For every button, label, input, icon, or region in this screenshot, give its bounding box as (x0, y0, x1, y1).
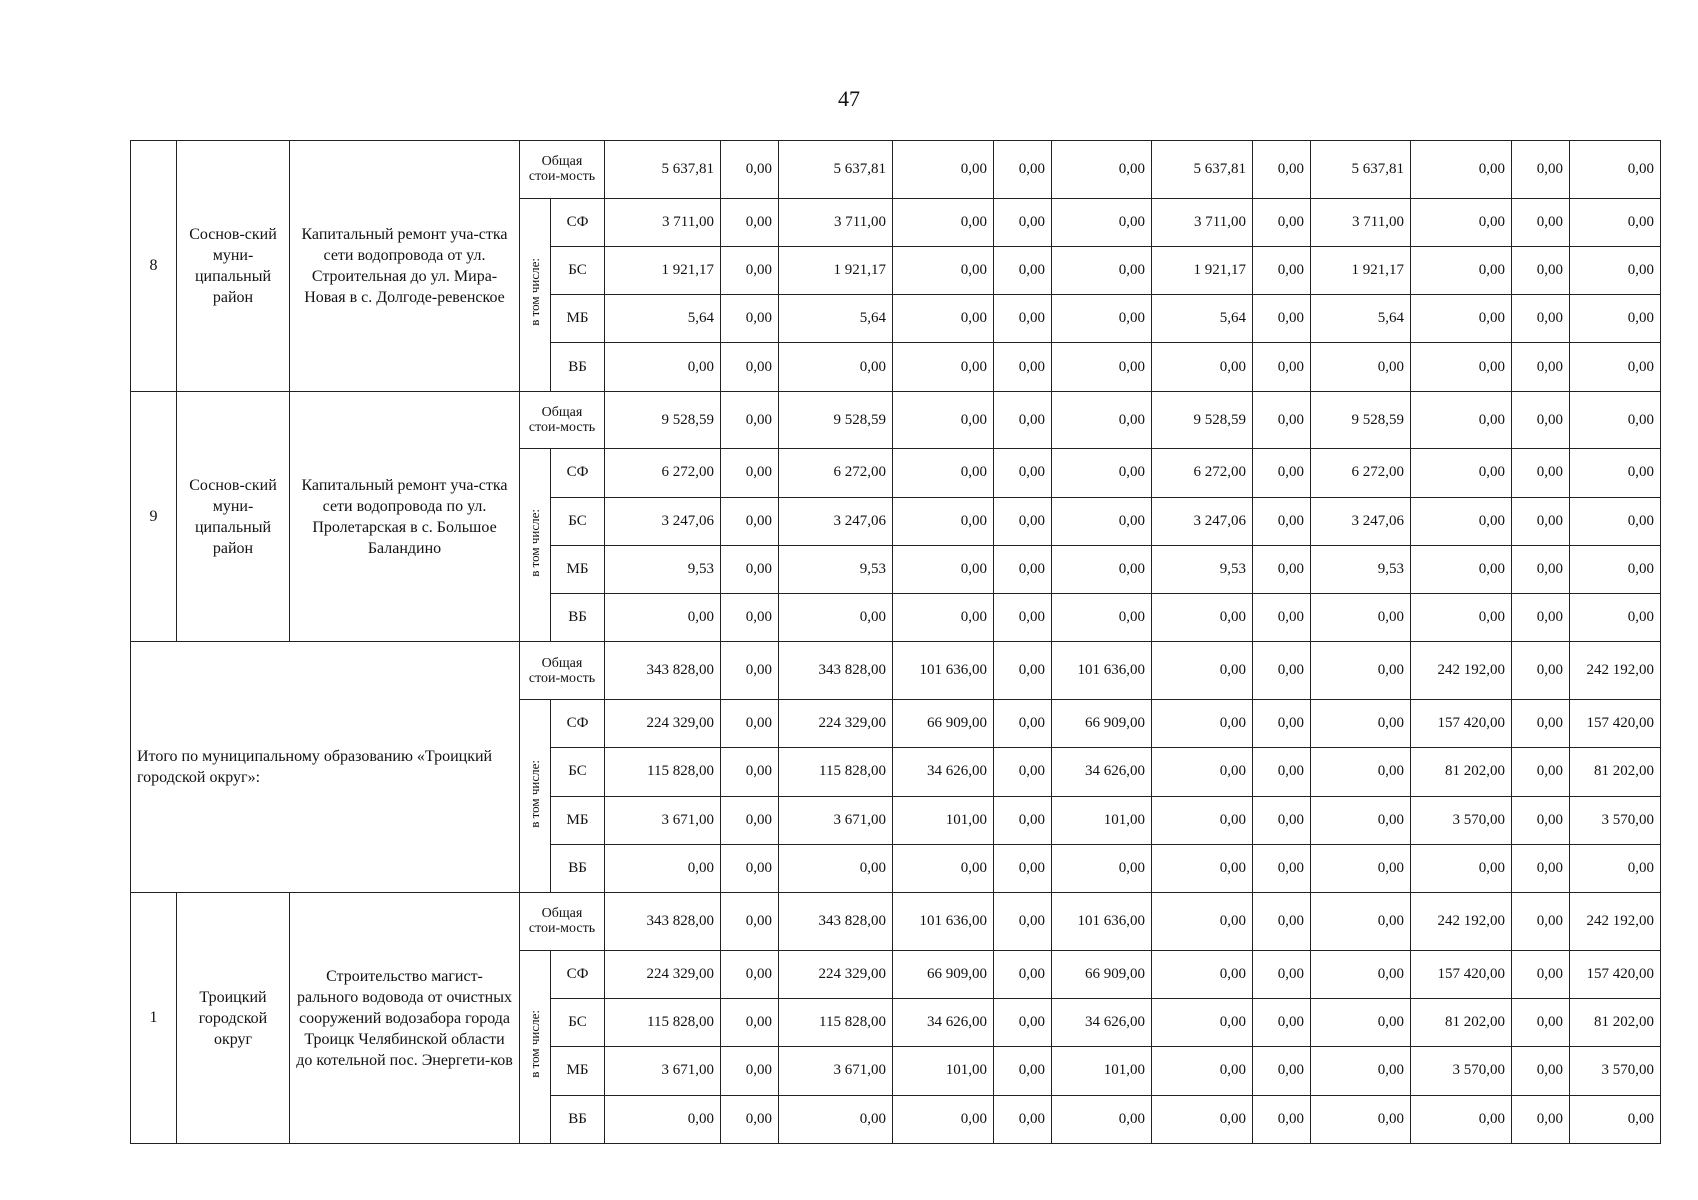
value-cell: 101 636,00 (893, 642, 994, 700)
value-cell: 0,00 (994, 1095, 1052, 1143)
total-cost-row (131, 141, 1661, 199)
value-cell: 9,53 (1152, 545, 1253, 593)
value-cell: 0,00 (1052, 545, 1152, 593)
value-cell: 0,00 (1411, 246, 1512, 294)
value-cell: 0,00 (605, 1095, 721, 1143)
value-cell: 0,00 (1512, 796, 1570, 844)
value-cell: 0,00 (1570, 1095, 1661, 1143)
value-cell: 0,00 (721, 642, 779, 700)
value-cell: 66 909,00 (893, 950, 994, 998)
value-cell: 66 909,00 (893, 700, 994, 748)
page-number: 47 (838, 86, 860, 111)
source-label: БС (551, 246, 605, 294)
value-cell: 0,00 (893, 198, 994, 246)
value-cell: 0,00 (893, 343, 994, 391)
source-label: ВБ (551, 594, 605, 642)
source-label: МБ (551, 1047, 605, 1095)
source-label: МБ (551, 545, 605, 593)
value-cell: 5 637,81 (779, 141, 893, 199)
source-label: СФ (551, 700, 605, 748)
value-cell: 0,00 (1512, 1047, 1570, 1095)
value-cell: 0,00 (721, 449, 779, 497)
value-cell: 0,00 (721, 497, 779, 545)
total-cost-row (131, 893, 1661, 951)
value-cell: 34 626,00 (893, 999, 994, 1047)
value-cell: 0,00 (1152, 1095, 1253, 1143)
source-label: МБ (551, 796, 605, 844)
value-cell: 0,00 (994, 700, 1052, 748)
value-cell: 3 570,00 (1570, 796, 1661, 844)
budget-table (130, 140, 1661, 1144)
value-cell: 3 247,06 (1152, 497, 1253, 545)
value-cell: 0,00 (1512, 844, 1570, 892)
value-cell: 9 528,59 (1311, 391, 1411, 449)
value-cell: 0,00 (1052, 1095, 1152, 1143)
value-cell: 0,00 (721, 999, 779, 1047)
value-cell: 0,00 (1411, 198, 1512, 246)
value-cell: 9,53 (605, 545, 721, 593)
value-cell: 5,64 (1311, 295, 1411, 343)
value-cell: 115 828,00 (605, 999, 721, 1047)
value-cell: 0,00 (721, 343, 779, 391)
in-that-number-label (520, 700, 551, 893)
value-cell: 0,00 (994, 1047, 1052, 1095)
value-cell: 0,00 (1512, 449, 1570, 497)
value-cell: 0,00 (1411, 141, 1512, 199)
value-cell: 0,00 (994, 594, 1052, 642)
value-cell: 81 202,00 (1411, 748, 1512, 796)
value-cell: 0,00 (1253, 198, 1311, 246)
value-cell: 0,00 (1512, 141, 1570, 199)
value-cell: 5,64 (1152, 295, 1253, 343)
value-cell: 0,00 (994, 893, 1052, 951)
value-cell: 343 828,00 (779, 642, 893, 700)
value-cell: 0,00 (994, 796, 1052, 844)
value-cell: 0,00 (893, 594, 994, 642)
value-cell: 0,00 (1311, 796, 1411, 844)
value-cell: 224 329,00 (779, 700, 893, 748)
value-cell: 0,00 (779, 1095, 893, 1143)
value-cell: 343 828,00 (605, 893, 721, 951)
source-label: БС (551, 497, 605, 545)
value-cell: 157 420,00 (1411, 950, 1512, 998)
district-name: Троицкий городской округ (177, 893, 290, 1144)
value-cell: 0,00 (721, 198, 779, 246)
value-cell: 0,00 (1052, 449, 1152, 497)
value-cell: 0,00 (721, 141, 779, 199)
value-cell: 3 570,00 (1570, 1047, 1661, 1095)
value-cell: 0,00 (1253, 295, 1311, 343)
value-cell: 0,00 (1052, 198, 1152, 246)
value-cell: 0,00 (1411, 1095, 1512, 1143)
value-cell: 3 570,00 (1411, 1047, 1512, 1095)
total-cost-label: Общая стои-мость (520, 893, 605, 951)
value-cell: 0,00 (721, 594, 779, 642)
value-cell: 3 711,00 (779, 198, 893, 246)
value-cell: 3 247,06 (1311, 497, 1411, 545)
value-cell: 3 711,00 (605, 198, 721, 246)
value-cell: 0,00 (1152, 950, 1253, 998)
value-cell: 0,00 (893, 545, 994, 593)
value-cell: 0,00 (1253, 497, 1311, 545)
value-cell: 0,00 (994, 950, 1052, 998)
value-cell: 115 828,00 (605, 748, 721, 796)
value-cell: 0,00 (1512, 999, 1570, 1047)
value-cell: 0,00 (1512, 246, 1570, 294)
value-cell: 0,00 (1512, 950, 1570, 998)
value-cell: 0,00 (994, 449, 1052, 497)
in-that-number-text: в том числе: (527, 508, 542, 577)
in-that-number-label (520, 950, 551, 1143)
value-cell: 0,00 (721, 391, 779, 449)
value-cell: 0,00 (1570, 545, 1661, 593)
value-cell: 5 637,81 (1152, 141, 1253, 199)
in-that-number-text: в том числе: (527, 1010, 542, 1079)
value-cell: 3 247,06 (605, 497, 721, 545)
value-cell: 224 329,00 (779, 950, 893, 998)
value-cell: 0,00 (1253, 545, 1311, 593)
value-cell: 3 711,00 (1311, 198, 1411, 246)
district-name: Соснов-ский муни-ципальный район (177, 391, 290, 642)
value-cell: 0,00 (1052, 497, 1152, 545)
value-cell: 0,00 (893, 844, 994, 892)
value-cell: 9,53 (1311, 545, 1411, 593)
value-cell: 5,64 (779, 295, 893, 343)
value-cell: 0,00 (994, 198, 1052, 246)
value-cell: 0,00 (1253, 700, 1311, 748)
value-cell: 343 828,00 (779, 893, 893, 951)
value-cell: 0,00 (721, 1047, 779, 1095)
value-cell: 0,00 (721, 246, 779, 294)
value-cell: 0,00 (1052, 844, 1152, 892)
value-cell: 0,00 (1570, 343, 1661, 391)
value-cell: 0,00 (1253, 748, 1311, 796)
value-cell: 3 671,00 (779, 1047, 893, 1095)
value-cell: 0,00 (1052, 343, 1152, 391)
value-cell: 0,00 (1152, 343, 1253, 391)
value-cell: 115 828,00 (779, 999, 893, 1047)
value-cell: 0,00 (1052, 295, 1152, 343)
value-cell: 0,00 (994, 748, 1052, 796)
value-cell: 0,00 (994, 391, 1052, 449)
value-cell: 0,00 (1253, 950, 1311, 998)
value-cell: 101 636,00 (893, 893, 994, 951)
value-cell: 0,00 (1512, 893, 1570, 951)
value-cell: 81 202,00 (1570, 999, 1661, 1047)
in-that-number-text: в том числе: (527, 759, 542, 828)
value-cell: 0,00 (1512, 545, 1570, 593)
value-cell: 0,00 (1253, 449, 1311, 497)
value-cell: 0,00 (1512, 748, 1570, 796)
source-label: ВБ (551, 1095, 605, 1143)
value-cell: 0,00 (893, 497, 994, 545)
value-cell: 0,00 (1311, 700, 1411, 748)
value-cell: 343 828,00 (605, 642, 721, 700)
value-cell: 0,00 (1311, 1095, 1411, 1143)
value-cell: 0,00 (605, 844, 721, 892)
value-cell: 0,00 (1152, 796, 1253, 844)
value-cell: 0,00 (1570, 844, 1661, 892)
value-cell: 0,00 (893, 449, 994, 497)
value-cell: 0,00 (1512, 295, 1570, 343)
value-cell: 34 626,00 (893, 748, 994, 796)
value-cell: 242 192,00 (1411, 893, 1512, 951)
value-cell: 3 671,00 (605, 1047, 721, 1095)
value-cell: 9,53 (779, 545, 893, 593)
source-label: ВБ (551, 343, 605, 391)
value-cell: 0,00 (994, 497, 1052, 545)
value-cell: 0,00 (1311, 999, 1411, 1047)
value-cell: 0,00 (1253, 893, 1311, 951)
value-cell: 0,00 (1512, 497, 1570, 545)
value-cell: 0,00 (779, 343, 893, 391)
value-cell: 0,00 (605, 343, 721, 391)
source-label: БС (551, 999, 605, 1047)
value-cell: 0,00 (893, 295, 994, 343)
value-cell: 34 626,00 (1052, 999, 1152, 1047)
value-cell: 0,00 (1253, 594, 1311, 642)
value-cell: 0,00 (1052, 141, 1152, 199)
value-cell: 6 272,00 (779, 449, 893, 497)
value-cell: 0,00 (721, 700, 779, 748)
value-cell: 101 636,00 (1052, 642, 1152, 700)
value-cell: 0,00 (1411, 391, 1512, 449)
project-name: Строительство магист-рального водовода от очистных сооружений водозабора города Троицк Челябинской области до котельной пос. Энергети-ков (290, 893, 520, 1144)
value-cell: 0,00 (779, 594, 893, 642)
value-cell: 101,00 (1052, 796, 1152, 844)
value-cell: 0,00 (893, 141, 994, 199)
value-cell: 0,00 (1253, 1047, 1311, 1095)
in-that-number-text: в том числе: (527, 258, 542, 327)
value-cell: 242 192,00 (1570, 642, 1661, 700)
value-cell: 6 272,00 (605, 449, 721, 497)
value-cell: 34 626,00 (1052, 748, 1152, 796)
value-cell: 81 202,00 (1570, 748, 1661, 796)
source-label: ВБ (551, 844, 605, 892)
total-cost-label: Общая стои-мость (520, 141, 605, 199)
row-index: 9 (131, 391, 177, 642)
value-cell: 0,00 (1152, 1047, 1253, 1095)
value-cell: 0,00 (1512, 391, 1570, 449)
value-cell: 0,00 (1411, 295, 1512, 343)
value-cell: 0,00 (1570, 246, 1661, 294)
value-cell: 0,00 (1152, 642, 1253, 700)
value-cell: 9 528,59 (605, 391, 721, 449)
value-cell: 0,00 (1512, 1095, 1570, 1143)
value-cell: 0,00 (1152, 999, 1253, 1047)
value-cell: 0,00 (721, 545, 779, 593)
value-cell: 3 671,00 (779, 796, 893, 844)
value-cell: 0,00 (1411, 343, 1512, 391)
value-cell: 0,00 (721, 295, 779, 343)
value-cell: 242 192,00 (1411, 642, 1512, 700)
value-cell: 66 909,00 (1052, 700, 1152, 748)
value-cell: 1 921,17 (1311, 246, 1411, 294)
value-cell: 0,00 (605, 594, 721, 642)
value-cell: 5 637,81 (1311, 141, 1411, 199)
value-cell: 0,00 (893, 391, 994, 449)
value-cell: 0,00 (1253, 796, 1311, 844)
value-cell: 224 329,00 (605, 950, 721, 998)
value-cell: 0,00 (721, 950, 779, 998)
value-cell: 5 637,81 (605, 141, 721, 199)
value-cell: 0,00 (1570, 497, 1661, 545)
value-cell: 115 828,00 (779, 748, 893, 796)
value-cell: 0,00 (1570, 449, 1661, 497)
value-cell: 0,00 (1570, 198, 1661, 246)
value-cell: 3 671,00 (605, 796, 721, 844)
value-cell: 0,00 (994, 642, 1052, 700)
value-cell: 6 272,00 (1311, 449, 1411, 497)
in-that-number-label (520, 449, 551, 642)
total-cost-row (131, 642, 1661, 700)
value-cell: 0,00 (893, 246, 994, 294)
value-cell: 0,00 (1052, 391, 1152, 449)
value-cell: 224 329,00 (605, 700, 721, 748)
value-cell: 0,00 (1253, 844, 1311, 892)
value-cell: 0,00 (721, 748, 779, 796)
value-cell: 0,00 (1253, 642, 1311, 700)
value-cell: 0,00 (1512, 198, 1570, 246)
value-cell: 0,00 (1052, 594, 1152, 642)
value-cell: 3 711,00 (1152, 198, 1253, 246)
value-cell: 0,00 (1253, 999, 1311, 1047)
value-cell: 0,00 (1512, 594, 1570, 642)
project-name: Капитальный ремонт уча-стка сети водопровода от ул. Строительная до ул. Мира-Новая в с. Долгоде-ревенское (290, 141, 520, 392)
value-cell: 0,00 (994, 999, 1052, 1047)
value-cell: 0,00 (1311, 594, 1411, 642)
value-cell: 0,00 (1512, 642, 1570, 700)
value-cell: 5,64 (605, 295, 721, 343)
value-cell: 0,00 (1512, 343, 1570, 391)
value-cell: 0,00 (1152, 700, 1253, 748)
value-cell: 0,00 (994, 141, 1052, 199)
value-cell: 1 921,17 (1152, 246, 1253, 294)
value-cell: 0,00 (1311, 950, 1411, 998)
value-cell: 0,00 (1512, 700, 1570, 748)
value-cell: 0,00 (1311, 844, 1411, 892)
value-cell: 157 420,00 (1570, 700, 1661, 748)
value-cell: 101,00 (893, 1047, 994, 1095)
value-cell: 0,00 (721, 893, 779, 951)
project-name: Капитальный ремонт уча-стка сети водопровода по ул. Пролетарская в с. Большое Баландино (290, 391, 520, 642)
value-cell: 1 921,17 (779, 246, 893, 294)
value-cell: 0,00 (721, 1095, 779, 1143)
value-cell: 0,00 (1311, 343, 1411, 391)
value-cell: 0,00 (1052, 246, 1152, 294)
value-cell: 0,00 (1570, 594, 1661, 642)
value-cell: 3 247,06 (779, 497, 893, 545)
value-cell: 0,00 (1411, 497, 1512, 545)
total-cost-label: Общая стои-мость (520, 391, 605, 449)
value-cell: 0,00 (1253, 246, 1311, 294)
value-cell: 0,00 (721, 844, 779, 892)
source-label: СФ (551, 198, 605, 246)
value-cell: 3 570,00 (1411, 796, 1512, 844)
row-index: 8 (131, 141, 177, 392)
value-cell: 0,00 (721, 796, 779, 844)
value-cell: 81 202,00 (1411, 999, 1512, 1047)
value-cell: 157 420,00 (1411, 700, 1512, 748)
value-cell: 0,00 (1152, 748, 1253, 796)
value-cell: 0,00 (1311, 642, 1411, 700)
in-that-number-label (520, 198, 551, 391)
value-cell: 0,00 (1253, 1095, 1311, 1143)
total-cost-row (131, 391, 1661, 449)
value-cell: 0,00 (1411, 449, 1512, 497)
row-index: 1 (131, 893, 177, 1144)
value-cell: 0,00 (1411, 545, 1512, 593)
value-cell: 0,00 (1570, 295, 1661, 343)
value-cell: 0,00 (994, 343, 1052, 391)
value-cell: 0,00 (1311, 893, 1411, 951)
district-name: Соснов-ский муни-ципальный район (177, 141, 290, 392)
value-cell: 0,00 (893, 1095, 994, 1143)
value-cell: 0,00 (1253, 141, 1311, 199)
source-label: МБ (551, 295, 605, 343)
value-cell: 9 528,59 (779, 391, 893, 449)
value-cell: 1 921,17 (605, 246, 721, 294)
value-cell: 0,00 (1152, 844, 1253, 892)
source-label: БС (551, 748, 605, 796)
value-cell: 101,00 (893, 796, 994, 844)
value-cell: 0,00 (1253, 343, 1311, 391)
value-cell: 0,00 (1411, 594, 1512, 642)
source-label: СФ (551, 950, 605, 998)
value-cell: 101,00 (1052, 1047, 1152, 1095)
value-cell: 242 192,00 (1570, 893, 1661, 951)
value-cell: 0,00 (779, 844, 893, 892)
value-cell: 157 420,00 (1570, 950, 1661, 998)
value-cell: 0,00 (1570, 391, 1661, 449)
total-label: Итого по муниципальному образованию «Троицкий городской округ»: (131, 642, 520, 893)
value-cell: 6 272,00 (1152, 449, 1253, 497)
total-cost-label: Общая стои-мость (520, 642, 605, 700)
value-cell: 0,00 (1311, 748, 1411, 796)
value-cell: 66 909,00 (1052, 950, 1152, 998)
value-cell: 9 528,59 (1152, 391, 1253, 449)
value-cell: 0,00 (994, 844, 1052, 892)
value-cell: 0,00 (994, 545, 1052, 593)
source-label: СФ (551, 449, 605, 497)
value-cell: 0,00 (994, 295, 1052, 343)
value-cell: 0,00 (1311, 1047, 1411, 1095)
value-cell: 0,00 (1152, 893, 1253, 951)
value-cell: 0,00 (1253, 391, 1311, 449)
value-cell: 0,00 (1570, 141, 1661, 199)
value-cell: 0,00 (1152, 594, 1253, 642)
value-cell: 101 636,00 (1052, 893, 1152, 951)
value-cell: 0,00 (1411, 844, 1512, 892)
value-cell: 0,00 (994, 246, 1052, 294)
